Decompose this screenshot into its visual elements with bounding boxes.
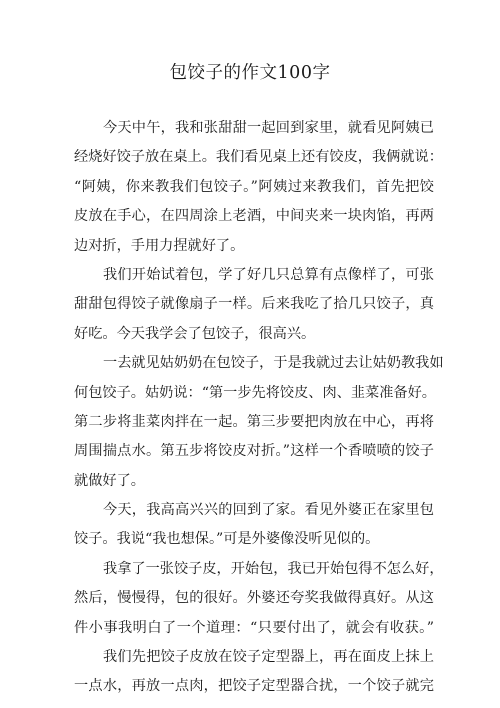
- text-line: 边对折，手用力捏就好了。: [74, 237, 245, 254]
- text-line: 饺子。我说“我也想保。”可是外婆像没听见似的。: [74, 531, 380, 548]
- text-line: 我们开始试着包，学了好几只总算有点像样了，可张: [103, 266, 434, 283]
- text-line: 今天，我高高兴兴的回到了家。看见外婆正在家里包: [103, 502, 434, 519]
- text-line: 然后，慢慢得，包的很好。外婆还夸奖我做得真好。从这: [74, 590, 434, 607]
- text-line: 甜甜包得饺子就像扇子一样。后来我吃了拾几只饺子，真: [74, 296, 434, 313]
- paragraph-5: [74, 555, 444, 643]
- text-line: 好吃。今天我学会了包饺子，很高兴。: [74, 325, 316, 342]
- text-line: 就做好了。: [74, 472, 145, 489]
- paragraph-2: [74, 261, 434, 349]
- text-line: 一去就见姑奶奶在包饺子，于是我就过去让姑奶教我如: [103, 355, 444, 372]
- paragraph-4: [74, 496, 434, 555]
- text-line: 皮放在手心，在四周涂上老酒，中间夹来一块肉馅，再两: [74, 208, 434, 225]
- text-line: 一点水，再放一点肉，把饺子定型器合扰，一个饺子就完: [74, 678, 434, 695]
- text-line: 何包饺子。姑奶说：“第一步先将饺皮、肉、韭菜准备好。: [74, 384, 436, 401]
- text-line: “阿姨，你来教我们包饺子。”阿姨过来教我们，首先把饺: [74, 178, 434, 195]
- paragraph-6: [74, 643, 434, 702]
- text-line: 经烧好饺子放在桌上。我们看见桌上还有饺皮，我俩就说：: [74, 149, 443, 166]
- essay-title: 包饺子的作文100字: [169, 63, 331, 83]
- text-line: 第二步将韭菜肉拌在一起。第三步要把肉放在中心，再将: [74, 413, 434, 430]
- paragraph-3: [74, 349, 444, 496]
- paragraph-1: [74, 114, 443, 261]
- text-line: 今天中午，我和张甜甜一起回到家里，就看见阿姨已: [103, 120, 434, 136]
- text-line: 周围揣点水。第五步将饺皮对折。”这样一个香喷喷的饺子: [74, 443, 434, 460]
- text-line: 件小事我明白了一个道理：“只要付出了，就会有收获。”: [74, 619, 434, 636]
- text-line: 我拿了一张饺子皮，开始包，我已开始包得不怎么好，: [103, 560, 444, 577]
- text-line: 我们先把饺子皮放在饺子定型器上，再在面皮上抹上: [103, 649, 434, 666]
- essay-body: [74, 114, 444, 702]
